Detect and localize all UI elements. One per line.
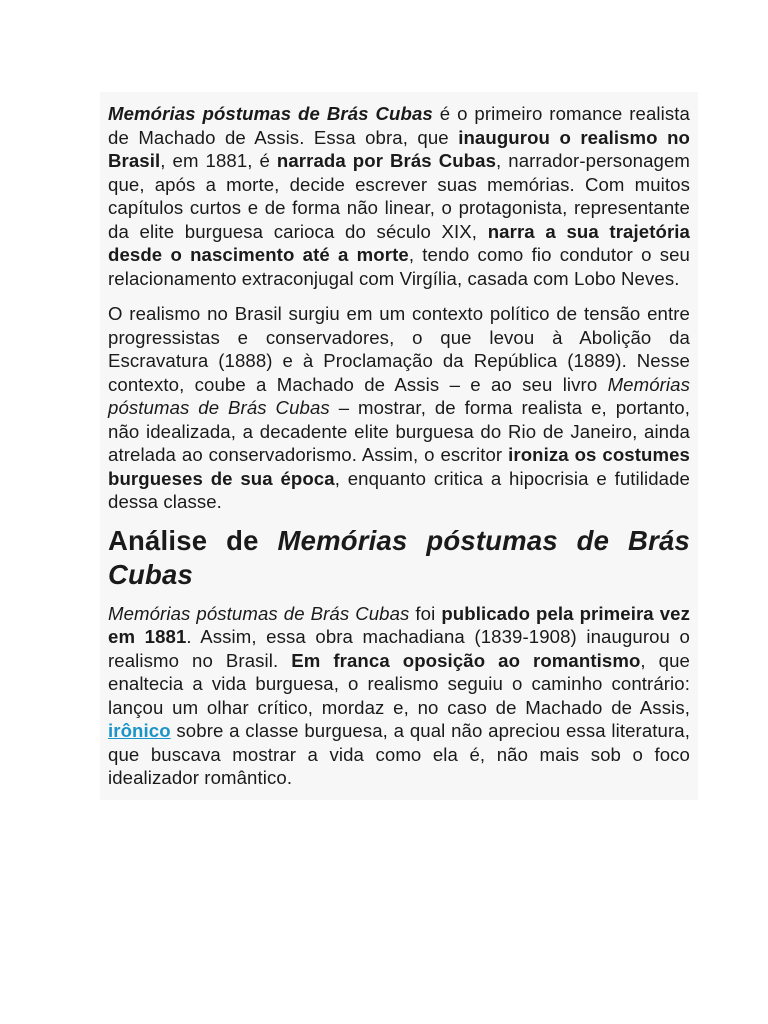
bold-phrase: inaugurou o realismo no Brasil <box>108 126 690 171</box>
paragraph-text: . Assim, essa obra machadiana (1839-1908) inaugurou o realismo no Brasil. <box>108 626 691 671</box>
bold-phrase: Em franca oposição ao romantismo <box>291 649 641 671</box>
heading-prefix: Análise de <box>108 524 278 556</box>
book-title-italic: Memórias póstumas de Brás Cubas <box>108 602 410 624</box>
paragraph-text: foi <box>409 602 442 624</box>
document-page <box>100 92 698 800</box>
context-paragraph <box>100 294 698 518</box>
bold-phrase: publicado pela primeira vez em 1881 <box>108 602 690 647</box>
paragraph-text: O realismo no Brasil surgiu em um contexto político de tensão entre progressistas e conservadores, o que levou à Abolição da Escravatura (1888) e à Proclamação da República (1889). Nesse contexto, coube a Machado de Assis – e ao seu livro <box>108 303 690 395</box>
paragraph-text: sobre a classe burguesa, a qual não apreciou essa literatura, que buscava mostrar a vida como ela é, não mais sob o foco idealizador romântico. <box>108 720 690 788</box>
paragraph-text: , em 1881, é <box>160 150 277 171</box>
book-title-emphasis: Memórias póstumas de Brás Cubas <box>108 103 433 124</box>
ironico-link[interactable]: irônico <box>108 720 171 741</box>
paragraph-text: , tendo como fio condutor o seu relacionamento extraconjugal com Virgília, casada com Lobo Neves. <box>108 244 690 289</box>
heading-book-title: Memórias póstumas de Brás Cubas <box>108 524 690 590</box>
bold-phrase: narrada por Brás Cubas <box>276 150 497 171</box>
paragraph-text: , enquanto critica a hipocrisia e futilidade dessa classe. <box>108 467 690 512</box>
paragraph-text: , que enaltecia a vida burguesa, o realismo seguiu o caminho contrário: lançou um olhar crítico, mordaz e, no caso de Machado de Assis, <box>108 649 690 718</box>
paragraph-text: , narrador-personagem que, após a morte, decide escrever suas memórias. Com muitos capítulos curtos e de forma não linear, o protagonista, representante da elite burguesa carioca do século XIX, <box>108 150 690 242</box>
intro-paragraph <box>100 92 698 294</box>
bold-phrase: ironiza os costumes burgueses de sua época <box>108 444 690 489</box>
bold-phrase: narra a sua trajetória desde o nascimento até a morte <box>108 220 690 265</box>
book-title-italic: Memórias póstumas de Brás Cubas <box>108 373 690 418</box>
paragraph-text: é o primeiro romance realista de Machado de Assis. Essa obra, que <box>108 103 690 148</box>
section-heading <box>100 518 698 596</box>
paragraph-text: – mostrar, de forma realista e, portanto, não idealizada, a decadente elite burguesa do Rio de Janeiro, ainda atrelada ao conservadorismo. Assim, o escritor <box>108 397 690 465</box>
analysis-paragraph <box>100 596 698 800</box>
